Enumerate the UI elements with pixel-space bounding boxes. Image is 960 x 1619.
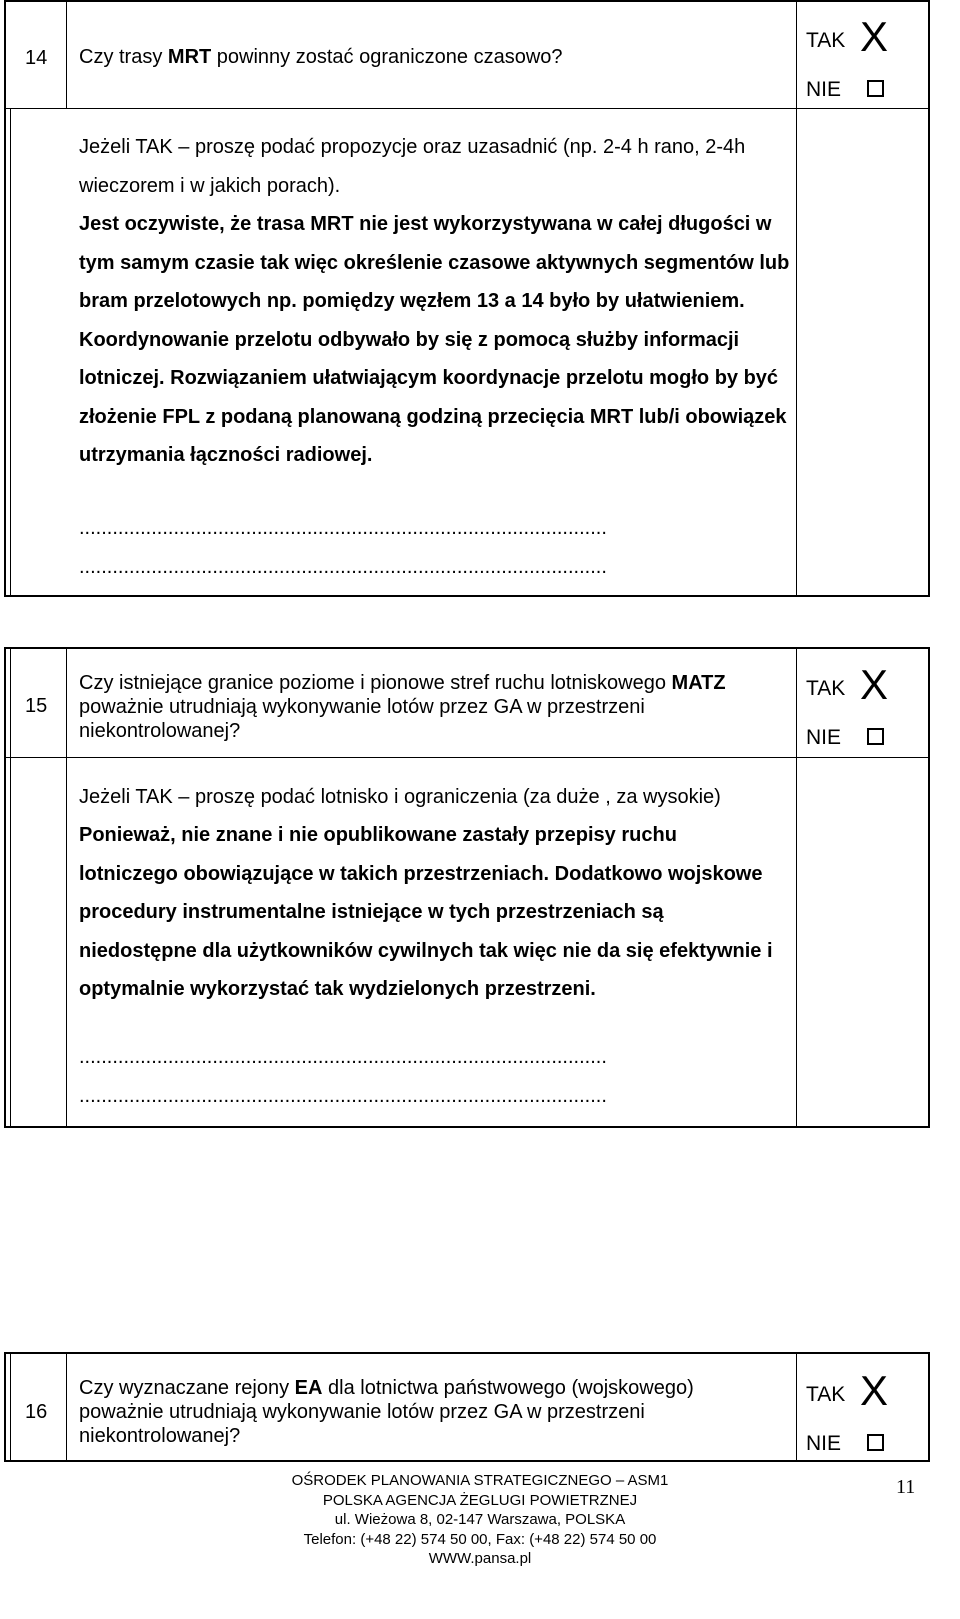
q15-dots-line-1: ............................................................................................... xyxy=(79,1046,607,1068)
q15-number: 15 xyxy=(25,695,48,717)
q14-question-text: Czy trasy xyxy=(79,46,168,68)
q14-answer-col-divider xyxy=(796,0,797,597)
q16-col-divider xyxy=(66,1352,67,1462)
q16-nie-label: NIE xyxy=(806,1432,842,1455)
q14-row-divider xyxy=(4,108,930,109)
q15-nie-label: NIE xyxy=(806,726,842,749)
q14-number: 14 xyxy=(25,47,48,69)
footer-address-line: ul. Wieżowa 8, 02-147 Warszawa, POLSKA xyxy=(334,1511,626,1528)
q14-instruction: Jeżeli TAK – proszę podać propozycje oraz uzasadnić (np. 2-4 h rano, 2-4h wieczorem i w jakich porach). xyxy=(79,136,746,197)
q14-nie-checkbox[interactable] xyxy=(867,80,884,97)
q15-question-bold: MATZ xyxy=(671,672,726,694)
q15-left-inner-line xyxy=(10,647,11,1128)
q15-answer: Ponieważ, nie znane i nie opublikowane zastały przepisy ruchu lotniczego obowiązujące w takich przestrzeniach. Dodatkowo wojskowe procedury instrumentalne istniejące w tych przestrzeniach są niedostępne dla użytkowników cywilnych tak więc nie da się efektywnie i optymalnie wykorzystać tak wydzielonych przestrzeni. xyxy=(79,824,773,1000)
q16-question-bold: EA xyxy=(294,1377,323,1399)
page-number: 11 xyxy=(896,1476,916,1498)
q14-tak-checked-x[interactable]: X xyxy=(860,13,889,60)
footer-website-link[interactable]: WWW.pansa.pl xyxy=(428,1550,532,1567)
q16-question-text: Czy wyznaczane rejony xyxy=(79,1377,295,1399)
footer-org-line: OŚRODEK PLANOWANIA STRATEGICZNEGO – ASM1 xyxy=(291,1472,669,1489)
footer-agency-line: POLSKA AGENCJA ŻEGLUGI POWIETRZNEJ xyxy=(322,1491,638,1509)
q16-question-text-end: dla lotnictwa państwowego (wojskowego) poważnie utrudniają wykonywanie lotów przez GA w przestrzeni niekontrolowanej? xyxy=(79,1377,694,1447)
q15-tak-label: TAK xyxy=(806,677,846,700)
q15-instruction: Jeżeli TAK – proszę podać lotnisko i ograniczenia (za duże , za wysokie) xyxy=(79,786,721,808)
q16-tak-checked-x[interactable]: X xyxy=(860,1367,889,1414)
q15-col-divider xyxy=(66,647,67,1128)
q14-question-bold: MRT xyxy=(167,46,212,68)
q15-tak-checked-x[interactable]: X xyxy=(860,661,889,708)
q15-row-divider xyxy=(4,757,930,758)
q14-question xyxy=(79,45,789,69)
q15-question-text-end: poważnie utrudniają wykonywanie lotów przez GA w przestrzeni niekontrolowanej? xyxy=(79,696,645,742)
q14-left-inner-line xyxy=(10,108,11,597)
q16-left-inner-line xyxy=(10,1352,11,1462)
q15-question-text: Czy istniejące granice poziome i pionowe stref ruchu lotniskowego xyxy=(79,672,672,694)
q14-answer: Jest oczywiste, że trasa MRT nie jest wykorzystywana w całej długości w tym samym czasie tak więc określenie czasowe aktywnych segmentów lub bram przelotowych np. pomiędzy węzłem 13 a 14 było by ułatwieniem. Koordynowanie przelotu odbywało by się z pomocą służby informacji lotniczej. Rozwiązaniem ułatwiającym koordynacje przelotu mogło by być złożenie FPL z podaną planowaną godziną przecięcia MRT lub/i obowiązek utrzymania łączności radiowej. xyxy=(79,213,790,466)
q14-dots-line-2: ............................................................................................... xyxy=(79,556,607,578)
q14-dots-line-1: ............................................................................................... xyxy=(79,517,607,539)
q16-answer-col-divider xyxy=(796,1352,797,1462)
footer-phone-line: Telefon: (+48 22) 574 50 00, Fax: (+48 22) 574 50 00 xyxy=(303,1530,657,1548)
q15-nie-checkbox[interactable] xyxy=(867,728,884,745)
page-footer xyxy=(200,1471,760,1569)
q14-nie-label: NIE xyxy=(806,78,842,101)
q14-question-text-end: powinny zostać ograniczone czasowo? xyxy=(211,46,563,68)
q14-tak-label: TAK xyxy=(806,29,846,52)
q15-answer-col-divider xyxy=(796,647,797,1128)
q16-question xyxy=(79,1376,779,1448)
q16-nie-checkbox[interactable] xyxy=(867,1434,884,1451)
q16-tak-label: TAK xyxy=(806,1383,846,1406)
q15-dots-line-2: ............................................................................................... xyxy=(79,1085,607,1107)
q15-question xyxy=(79,671,795,743)
q14-col-divider xyxy=(66,0,67,108)
q16-number: 16 xyxy=(25,1401,48,1423)
